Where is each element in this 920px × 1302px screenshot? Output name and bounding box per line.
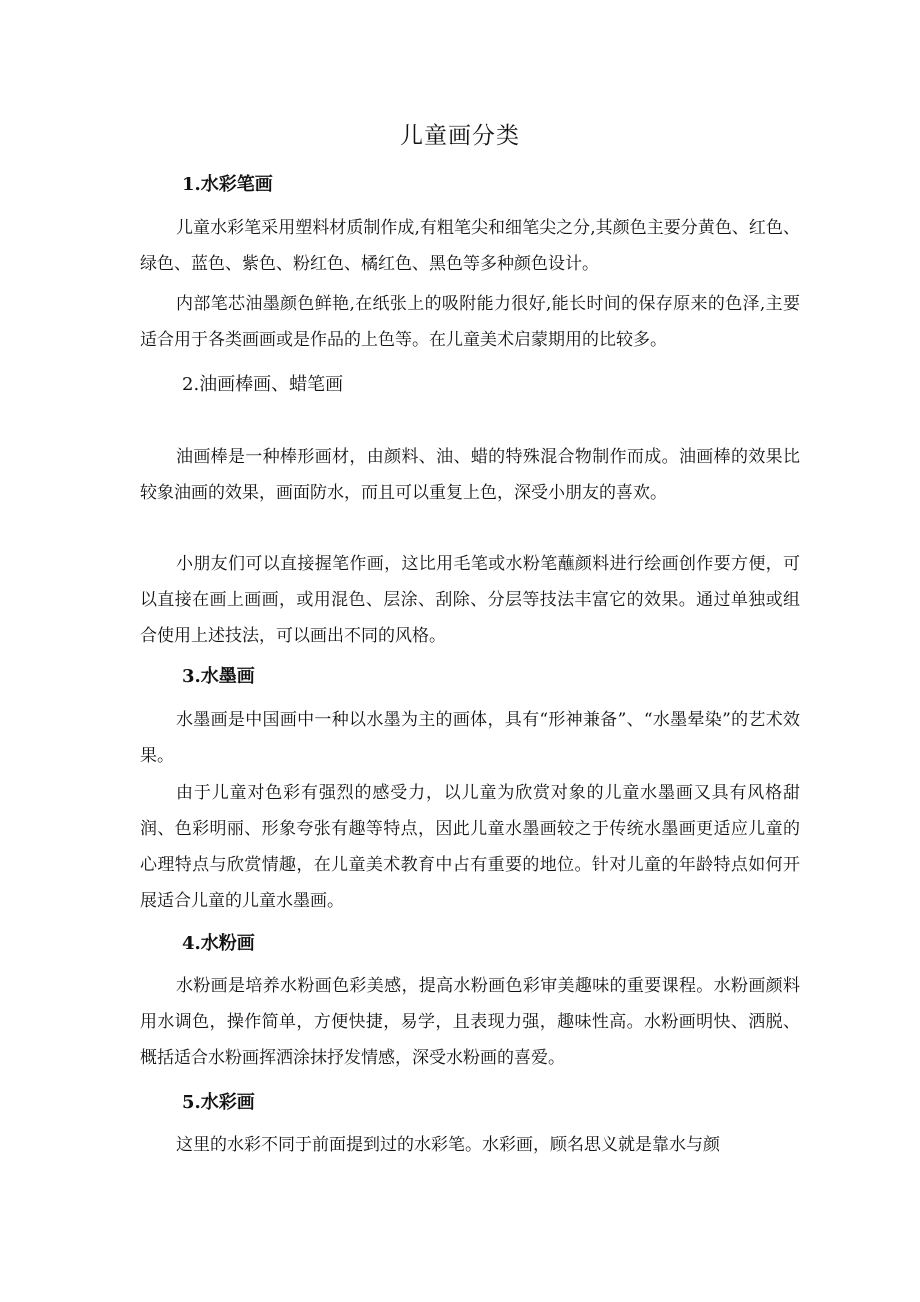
section-1-paragraph-1: 儿童水彩笔采用塑料材质制作成,有粗笔尖和细笔尖之分,其颜色主要分黄色、红色、绿色、蓝色、紫色、粉红色、橘红色、黑色等多种颜色设计。 bbox=[140, 218, 800, 274]
section-heading-1: 1.水彩笔画 bbox=[182, 174, 273, 195]
section-heading-4: 4.水粉画 bbox=[182, 933, 255, 954]
section-1-paragraph-2: 内部笔芯油墨颜色鲜艳,在纸张上的吸附能力很好,能长时间的保存原来的色泽,主要适合用于各类画画或是作品的上色等。在儿童美术启蒙期用的比较多。 bbox=[140, 294, 800, 350]
document-title: 儿童画分类 bbox=[400, 123, 520, 149]
section-4-paragraph-1: 水粉画是培养水粉画色彩美感，提高水粉画色彩审美趣味的重要课程。水粉画颜料用水调色，操作简单，方便快捷，易学，且表现力强，趣味性高。水粉画明快、洒脱、概括适合水粉画挥洒涂抹抒发情感，深受水粉画的喜爱。 bbox=[140, 976, 800, 1068]
section-5-paragraph-1: 这里的水彩不同于前面提到过的水彩笔。水彩画，顾名思义就是靠水与颜 bbox=[176, 1135, 720, 1155]
section-3-paragraph-2: 由于儿童对色彩有强烈的感受力，以儿童为欣赏对象的儿童水墨画又具有风格甜润、色彩明丽、形象夸张有趣等特点，因此儿童水墨画较之于传统水墨画更适应儿童的心理特点与欣赏情趣，在儿童美术教育中占有重要的地位。针对儿童的年龄特点如何开展适合儿童的儿童水墨画。 bbox=[140, 783, 800, 911]
section-heading-3: 3.水墨画 bbox=[182, 666, 255, 687]
section-heading-5: 5.水彩画 bbox=[182, 1092, 255, 1113]
section-2-paragraph-1: 油画棒是一种棒形画材，由颜料、油、蜡的特殊混合物制作而成。油画棒的效果比较象油画的效果，画面防水，而且可以重复上色，深受小朋友的喜欢。 bbox=[140, 447, 800, 503]
section-2-paragraph-2: 小朋友们可以直接握笔作画，这比用毛笔或水粉笔蘸颜料进行绘画创作要方便，可以直接在画上画画，或用混色、层涂、刮除、分层等技法丰富它的效果。通过单独或组合使用上述技法，可以画出不同的风格。 bbox=[140, 554, 800, 646]
section-heading-2: 2.油画棒画、蜡笔画 bbox=[182, 374, 344, 395]
section-3-paragraph-1: 水墨画是中国画中一种以水墨为主的画体，具有“形神兼备”、“水墨晕染”的艺术效果。 bbox=[140, 710, 800, 766]
